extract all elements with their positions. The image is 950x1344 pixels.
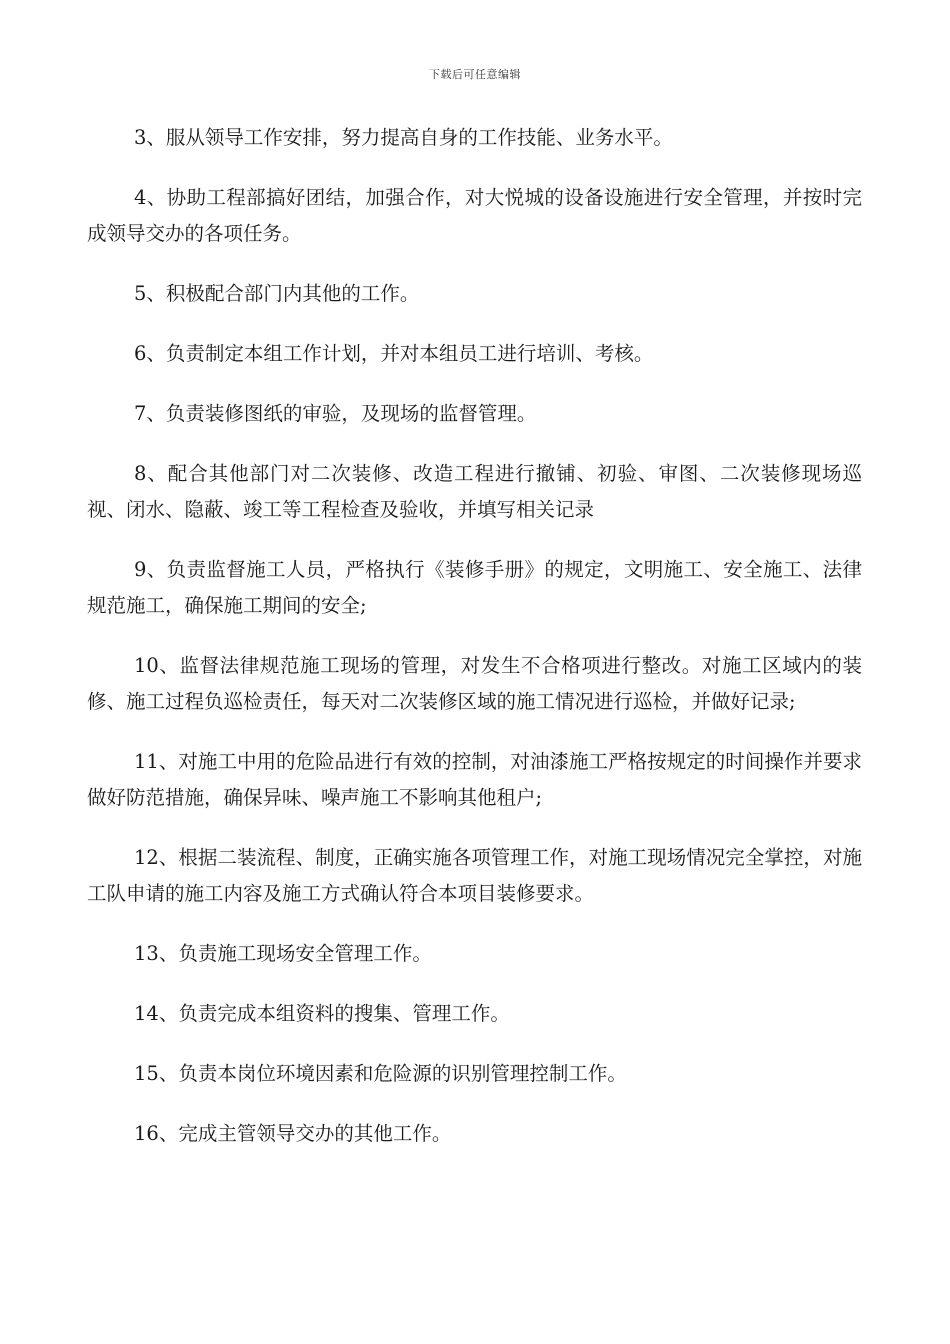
duty-item-12: 12、根据二装流程、制度，正确实施各项管理工作，对施工现场情况完全掌控，对施工队申请的施工内容及施工方式确认符合本项目装修要求。 — [87, 846, 862, 905]
document-body — [87, 120, 862, 1176]
duty-item-16: 16、完成主管领导交办的其他工作。 — [134, 1122, 452, 1145]
duty-item-14: 14、负责完成本组资料的搜集、管理工作。 — [134, 1002, 510, 1025]
duty-item-13: 13、负责施工现场安全管理工作。 — [134, 942, 432, 965]
duty-item-15: 15、负责本岗位环境因素和危险源的识别管理控制工作。 — [134, 1062, 627, 1085]
duty-item-3: 3、服从领导工作安排，努力提高自身的工作技能、业务水平。 — [134, 126, 673, 149]
duty-item-9: 9、负责监督施工人员，严格执行《装修手册》的规定，文明施工、安全施工、法律规范施工，确保施工期间的安全; — [87, 558, 862, 617]
duty-item-7: 7、负责装修图纸的审验，及现场的监督管理。 — [134, 402, 537, 425]
duty-item-5: 5、积极配合部门内其他的工作。 — [134, 282, 420, 305]
duty-item-11: 11、对施工中用的危险品进行有效的控制，对油漆施工严格按规定的时间操作并要求做好防范措施，确保异味、噪声施工不影响其他租户; — [87, 750, 862, 809]
duty-item-10: 10、监督法律规范施工现场的管理，对发生不合格项进行整改。对施工区域内的装修、施工过程负巡检责任，每天对二次装修区域的施工情况进行巡检，并做好记录; — [87, 654, 862, 713]
duty-item-8: 8、配合其他部门对二次装修、改造工程进行撤铺、初验、审图、二次装修现场巡视、闭水、隐蔽、竣工等工程检查及验收，并填写相关记录 — [87, 462, 862, 521]
duty-item-4: 4、协助工程部搞好团结，加强合作，对大悦城的设备设施进行安全管理，并按时完成领导交办的各项任务。 — [87, 186, 862, 245]
duty-item-6: 6、负责制定本组工作计划，并对本组员工进行培训、考核。 — [134, 342, 654, 365]
page-header-note: 下载后可任意编辑 — [429, 68, 521, 81]
